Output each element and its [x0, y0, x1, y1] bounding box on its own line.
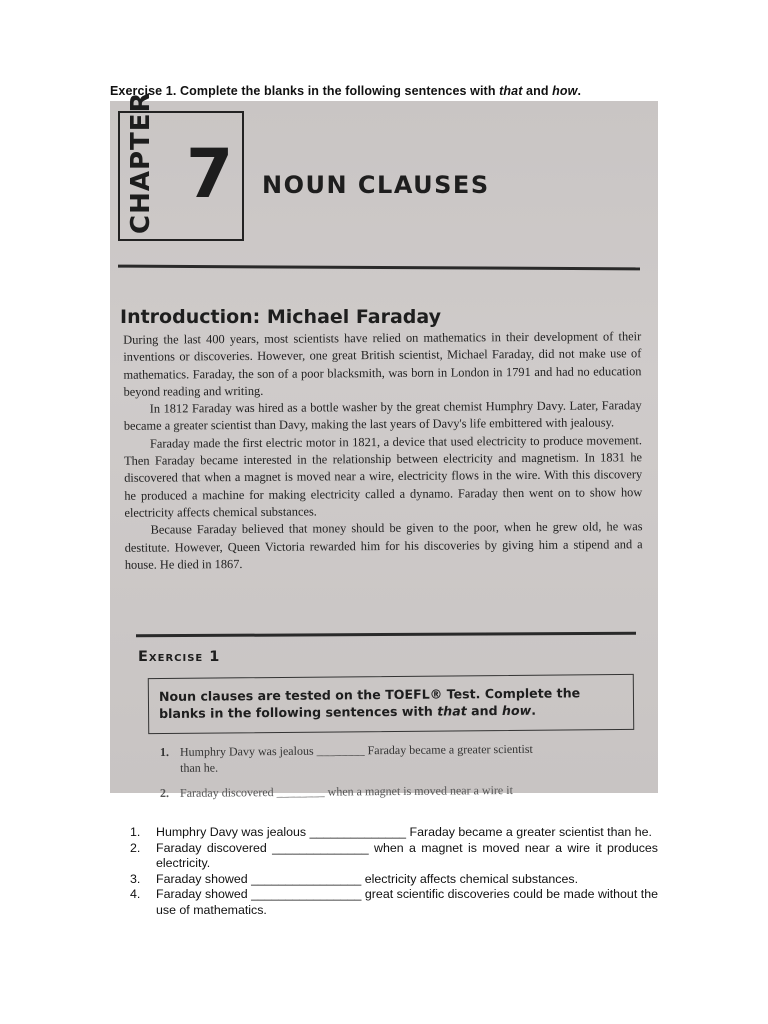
list-item [130, 887, 658, 918]
item-number: 4. [130, 887, 141, 902]
list-item [130, 841, 658, 872]
item-text-before: Faraday showed [156, 887, 252, 902]
item-text-after: electricity affects chemical substances. [361, 871, 579, 886]
chapter-word: CHAPTER [126, 91, 156, 234]
intro-title: Introduction: Michael Faraday [120, 306, 442, 328]
answer-blank[interactable]: ______________ [309, 825, 407, 839]
intro-text [123, 328, 643, 574]
intro-paragraph: In 1812 Faraday was hired as a bottle washer by the great chemist Humphry Davy. Later, Faraday became a greater scientist than Davy, making the last years of Davy's life embittered with jealousy. [123, 398, 642, 434]
photo-item-continuation: than he. [180, 760, 219, 775]
heading-word-how: how [552, 84, 578, 98]
chapter-number: 7 [186, 135, 234, 214]
photo-item-number: 1. [159, 744, 169, 760]
item-text-after: Faraday became a greater scientist than he. [406, 825, 652, 839]
photo-item-text: Humphry Davy was jealous ________ Faraday became a greater scientist [179, 741, 533, 759]
divider-rule [136, 632, 636, 638]
instruction-text: Noun clauses are tested on the TOEFL® Test. Complete the blanks in the following sentences with [158, 685, 581, 722]
photo-exercise-item [160, 740, 630, 776]
item-number: 3. [130, 871, 141, 886]
instruction-word-that: that [437, 703, 467, 719]
heading-word-that: that [499, 84, 523, 98]
item-text-before: Faraday showed [156, 871, 252, 886]
list-item [130, 825, 658, 841]
heading-suffix: . [577, 84, 582, 98]
instruction-suffix: . [531, 702, 537, 718]
instruction-box [148, 674, 634, 734]
item-text-after: when a magnet is moved near a wire it produces electricity. [156, 840, 658, 871]
intro-paragraph: Because Faraday believed that money should be given to the poor, when he grew old, he was destitute. However, Queen Victoria rewarded him for his discoveries by giving him a stipend and a house. He died in 1867. [124, 519, 643, 572]
item-text-before: Humphry Davy was jealous [156, 825, 310, 839]
photo-item-number: 2. [159, 785, 170, 801]
instruction-mid: and [466, 703, 503, 719]
exercise-list [130, 825, 658, 919]
item-text-after: great scientific discoveries could be made without the use of mathematics. [156, 887, 658, 917]
instruction-word-how: how [501, 702, 532, 719]
divider-rule [118, 265, 640, 271]
intro-paragraph: During the last 400 years, most scientists have relied on mathematics in their development of their inventions or discoveries. However, one great British scientist, Michael Faraday, did not make use of mathematics. Faraday, the son of a poor blacksmith, was born in London in 1791 and had no education beyond reading and writing. [123, 329, 642, 399]
photo-exercise-item [160, 781, 630, 801]
exercise-heading [110, 84, 670, 98]
item-number: 2. [130, 840, 141, 855]
answer-blank[interactable]: ________________ [251, 871, 362, 886]
intro-paragraph: Faraday made the first electric motor in 1821, a device that used electricity to produce movement. Then Faraday became interested in the relationship between electricity and magnetism. In 1831 he discovered that when a magnet is moved near a wire, electricity flows in the wire. With this discovery he produced a machine for making electricity called a dynamo. Faraday then went on to show how electricity affects chemical substances. [124, 432, 643, 520]
heading-prefix: Exercise 1. Complete the blanks in the following sentences with [110, 84, 500, 98]
answer-blank[interactable]: ________________ [251, 887, 362, 902]
chapter-title: NOUN CLAUSES [262, 171, 490, 199]
answer-blank[interactable]: ______________ [272, 840, 369, 855]
list-item [130, 872, 658, 888]
photo-item-text: Faraday discovered ________ when a magnet is moved near a wire it [179, 782, 513, 800]
heading-mid: and [522, 84, 553, 98]
item-number: 1. [130, 825, 141, 839]
exercise-label: Exercise 1 [138, 649, 221, 665]
chapter-box [118, 91, 244, 241]
item-text-before: Faraday discovered [156, 840, 273, 855]
